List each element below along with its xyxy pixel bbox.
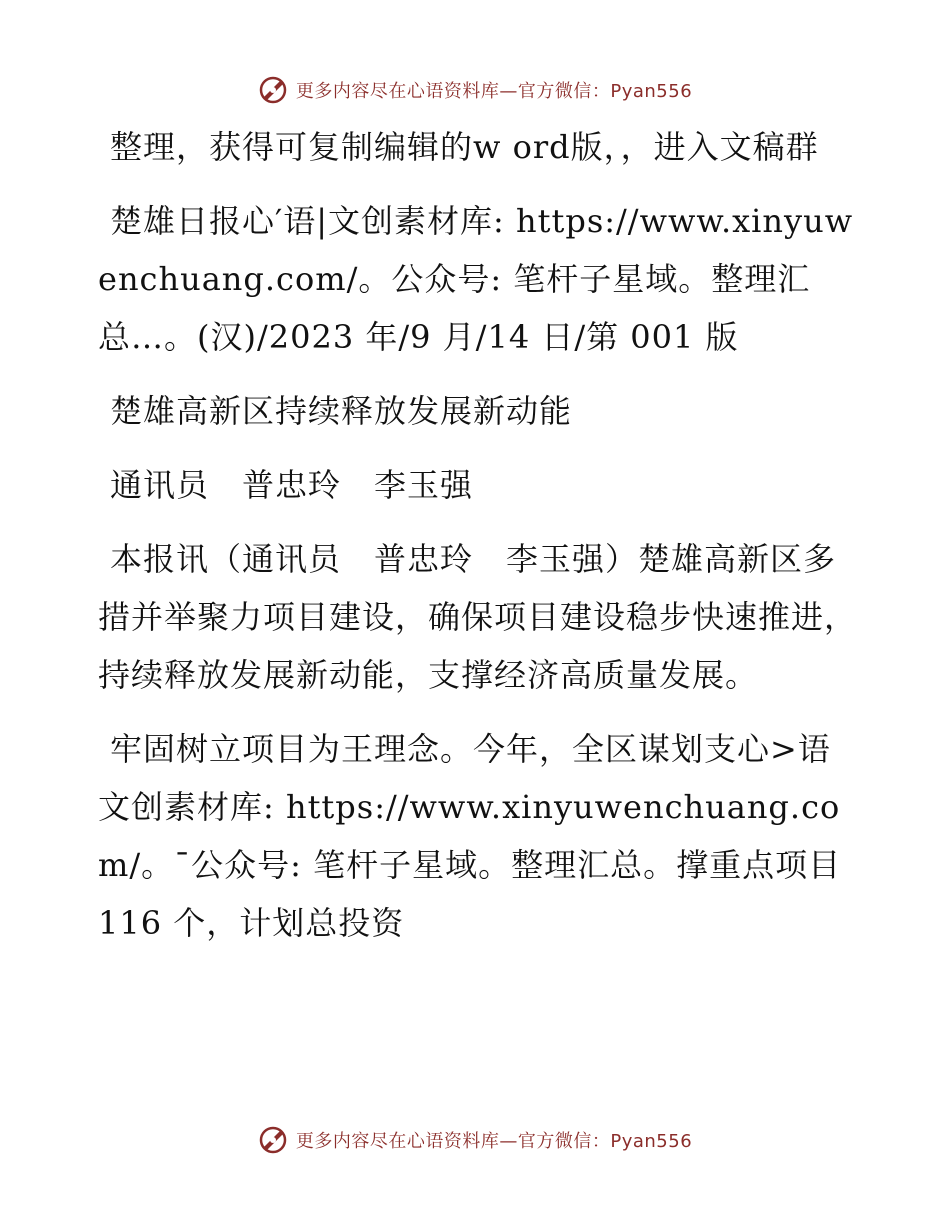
header-watermark <box>0 70 950 110</box>
pen-logo-icon <box>258 75 288 105</box>
document-body <box>98 118 858 968</box>
paragraph-text: 楚雄日报心′语|文创素材库: https://www.xinyuwenchuang.com/。公众号: 笔杆子星域。整理汇总…。(汉)/2023 年/9 月/14 日/第 001 版 <box>98 202 854 356</box>
footer-watermark <box>0 1120 950 1160</box>
byline-text: 通讯员 普忠玲 李玉强 <box>110 466 474 504</box>
paragraph-text: 整理，获得可复制编辑的w ord版，，进入文稿群 <box>110 128 819 166</box>
pen-logo-icon <box>258 1125 288 1155</box>
paragraph <box>98 118 858 176</box>
paragraph <box>98 720 858 952</box>
footer-watermark-text: 更多内容尽在心语资料库—官方微信：Pyan556 <box>295 1131 693 1152</box>
article-title <box>98 382 858 440</box>
byline <box>98 456 858 514</box>
paragraph-text: 牢固树立项目为王理念。今年，全区谋划支心>语文创素材库: https://www.xinyuwenchuang.com/。¯公众号: 笔杆子星域。整理汇总。撑重点项目 116 个，计划总投资 <box>98 730 842 942</box>
article-title-text: 楚雄高新区持续释放发展新动能 <box>110 392 573 430</box>
paragraph <box>98 192 858 366</box>
paragraph-text: 本报讯（通讯员 普忠玲 李玉强）楚雄高新区多措并举聚力项目建设，确保项目建设稳步快速推进，持续释放发展新动能，支撑经济高质量发展。 <box>98 540 858 694</box>
header-watermark-text: 更多内容尽在心语资料库—官方微信：Pyan556 <box>295 81 693 102</box>
paragraph <box>98 530 858 704</box>
